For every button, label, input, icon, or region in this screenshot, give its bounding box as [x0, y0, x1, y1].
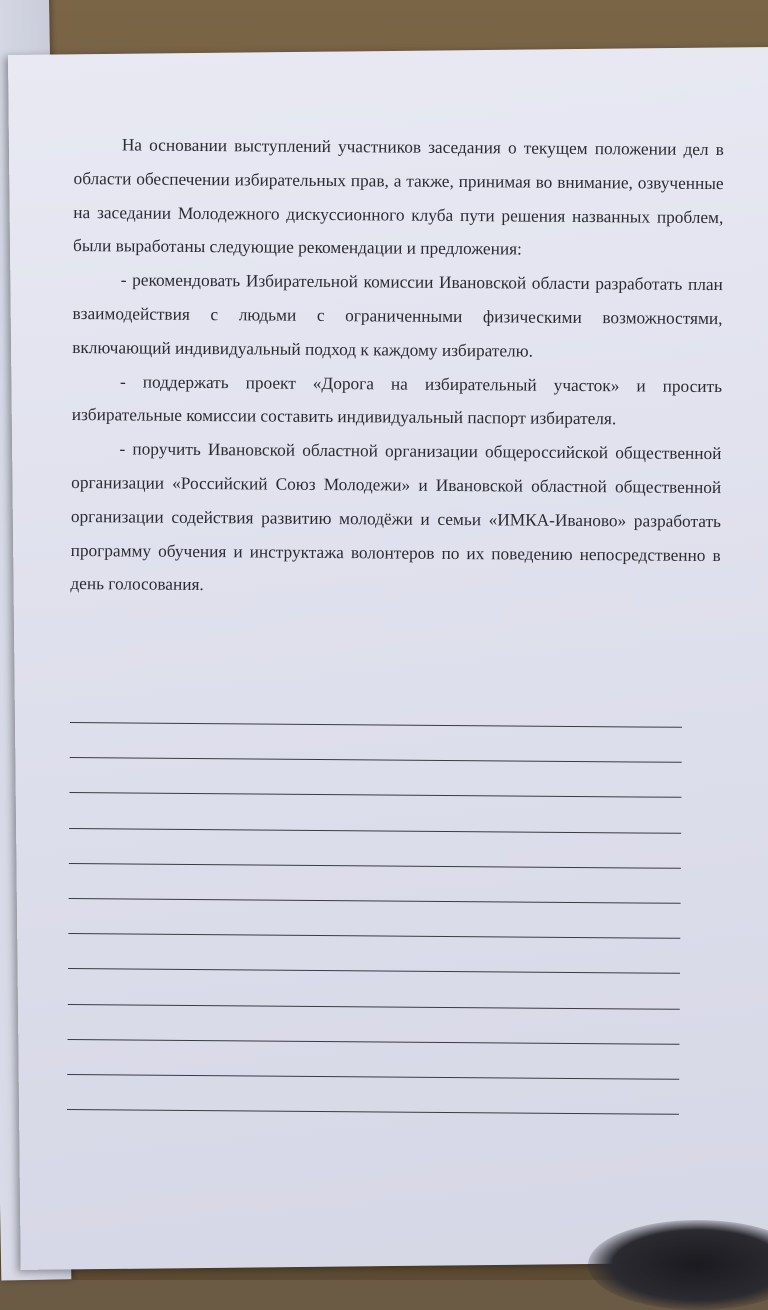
blank-line [68, 1039, 680, 1045]
document-body [70, 128, 724, 606]
paragraph-intro: На основании выступлений участников заседания о текущем положении дел в области обеспечении избирательных прав, а также, принимая во внимание, озвученные на заседании Молодежного дискуссионного клуба пути решения названных проблем, были выработаны следующие рекомендации и предложения: [72, 135, 724, 259]
blank-line [68, 933, 680, 939]
paragraph-recommendation-1: - рекомендовать Избирательной комиссии Ивановской области разработать план взаимодействия с людьми с ограниченными физическими возможностями, включающий индивидуальный подход к каждому избирателю. [72, 270, 723, 361]
paragraph-recommendation-3: - поручить Ивановской областной организации общероссийской общественной организации «Российский Союз Молодежи» и Ивановской областной общественной организации содействия развитию молодёжи и семьи «ИМКА-Иваново» разработать программу обучения и инструктажа волонтеров по их поведению непосредственно в день голосования. [70, 439, 722, 595]
paragraph-recommendation-2: - поддержать проект «Дорога на избирательный участок» и просить избирательные комиссии составить индивидуальный паспорт избирателя. [71, 371, 723, 429]
blank-line [67, 1109, 679, 1115]
blank-line [69, 863, 681, 869]
blank-line [67, 1074, 679, 1080]
blank-line [69, 828, 681, 834]
blank-line [68, 968, 680, 974]
blank-line [69, 792, 681, 798]
blank-line [69, 898, 681, 904]
blank-line [70, 757, 682, 763]
blank-line [68, 1003, 680, 1009]
blank-lines-area [67, 722, 682, 1149]
